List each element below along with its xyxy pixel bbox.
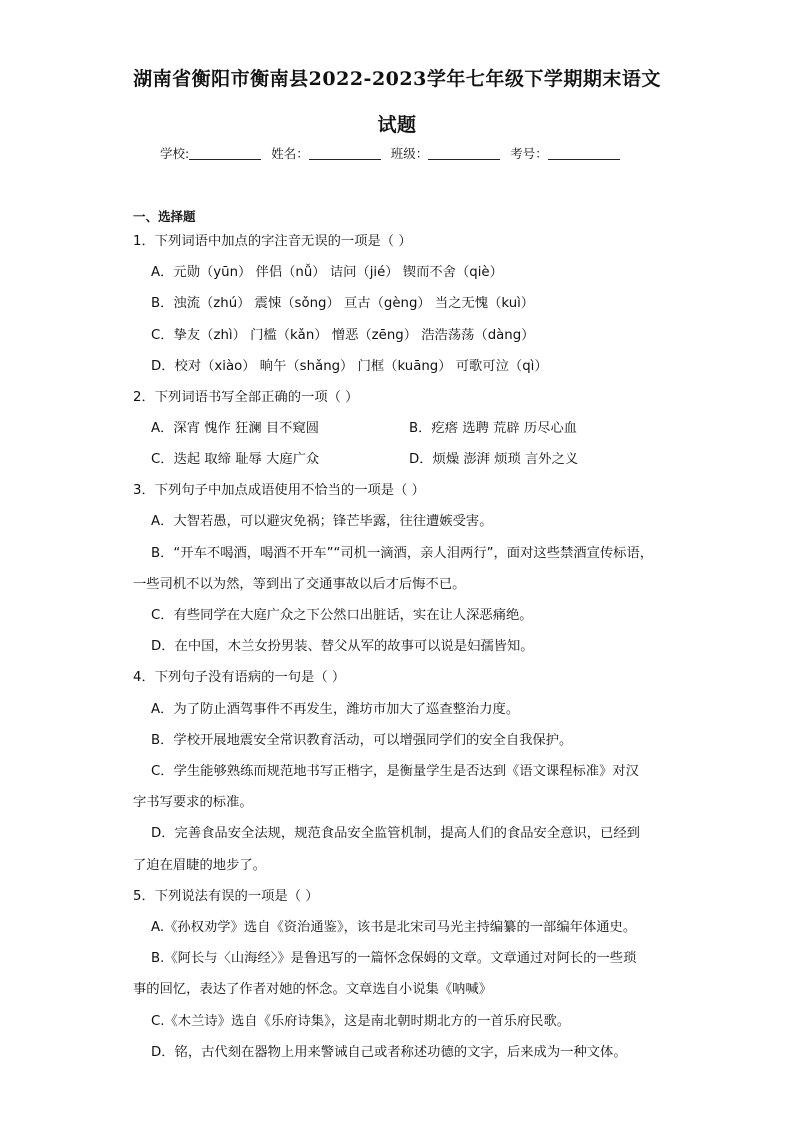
page-title-continued: 试题	[377, 114, 417, 136]
option-row	[151, 451, 578, 469]
page-title: 湖南省衡阳市衡南县2022-2023学年七年级下学期期末语文	[133, 68, 661, 90]
option-row	[151, 420, 577, 438]
option-b-continued: 事的回忆，表达了作者对她的怀念。文章选自小说集《呐喊》	[133, 982, 493, 997]
question-stem: 4．下列句子没有语病的一句是（ ）	[133, 670, 346, 685]
option-d-continued: 了迫在眉睫的地步了。	[133, 858, 266, 873]
option-a: A．为了防止酒驾事件不再发生，潍坊市加大了巡查整治力度。	[151, 702, 520, 717]
question-stem: 2．下列词语书写全部正确的一项（ ）	[133, 390, 359, 405]
option-b: B．浊流（zhú） 震悚（sǒng） 亘古（gèng） 当之无愧（kuì）	[151, 296, 535, 311]
option-a: A．大智若愚，可以避灾免祸；锋芒毕露，往往遭嫉受害。	[151, 514, 493, 529]
option-a: A.《孙权劝学》选自《资治通鉴》，该书是北宋司马光主持编纂的一部编年体通史。	[151, 920, 637, 935]
option-b-continued: 一些司机不以为然，等到出了交通事故以后才后悔不已。	[133, 577, 466, 592]
option-a: A．元勋（yūn） 伴侣（nǚ） 诘问（jié） 锲而不舍（qiè）	[151, 265, 503, 280]
option-c: C．迭起 取缔 耻辱 大庭广众	[151, 452, 320, 467]
option-d: D．在中国，木兰女扮男装、替父从军的故事可以说是妇孺皆知。	[151, 639, 534, 654]
option-d: D．完善食品安全法规，规范食品安全监管机制，提高人们的食品安全意识，已经到	[151, 826, 640, 841]
question-stem: 5．下列说法有误的一项是（ ）	[133, 889, 319, 904]
class-label: 班级：	[390, 146, 429, 161]
question-stem: 1．下列词语中加点的字注音无误的一项是（ ）	[133, 234, 412, 249]
option-d: D．校对（xiào） 晌午（shǎng） 门框（kuāng） 可歌可泣（qì）	[151, 359, 548, 374]
exam-number-blank	[548, 146, 620, 160]
option-c: C.《木兰诗》选自《乐府诗集》，这是南北朝时期北方的一首乐府民歌。	[151, 1014, 571, 1029]
option-c-continued: 字书写要求的标准。	[133, 795, 253, 810]
school-blank	[189, 146, 261, 160]
school-label: 学校:	[160, 146, 190, 161]
name-label: 姓名：	[271, 146, 309, 161]
option-c: C．学生能够熟练而规范地书写正楷字，是衡量学生是否达到《语文课程标准》对汉	[151, 764, 639, 779]
option-d: D．烦燥 澎湃 烦琐 言外之义	[409, 452, 579, 467]
student-info-row	[160, 145, 680, 163]
option-c: C．有些同学在大庭广众之下公然口出脏话，实在让人深恶痛绝。	[151, 608, 533, 623]
section-heading: 一、选择题	[133, 209, 196, 224]
option-b: B.《阿长与〈山海经〉》是鲁迅写的一篇怀念保姆的文章。文章通过对阿长的一些琐	[151, 951, 637, 966]
option-a: A．深宵 愧作 狂澜 目不窥圆	[151, 421, 320, 436]
exam-number-label: 考号：	[510, 146, 548, 161]
option-b: B．“开车不喝酒，喝酒不开车”“司机一滴酒，亲人泪两行”，面对这些禁酒宣传标语，	[151, 546, 654, 561]
option-d: D．铭，古代刻在器物上用来警诫自己或者称述功德的文字，后来成为一种文体。	[151, 1045, 627, 1060]
name-blank	[309, 146, 381, 160]
option-b: B．疙瘩 选聘 荒辟 历尽心血	[409, 421, 578, 436]
option-b: B．学校开展地震安全常识教育活动，可以增强同学们的安全自我保护。	[151, 733, 573, 748]
class-blank	[428, 146, 500, 160]
question-stem: 3．下列句子中加点成语使用不恰当的一项是（ ）	[133, 483, 425, 498]
option-c: C．挚友（zhì） 门槛（kǎn） 憎恶（zēng） 浩浩荡荡（dàng）	[151, 328, 535, 343]
